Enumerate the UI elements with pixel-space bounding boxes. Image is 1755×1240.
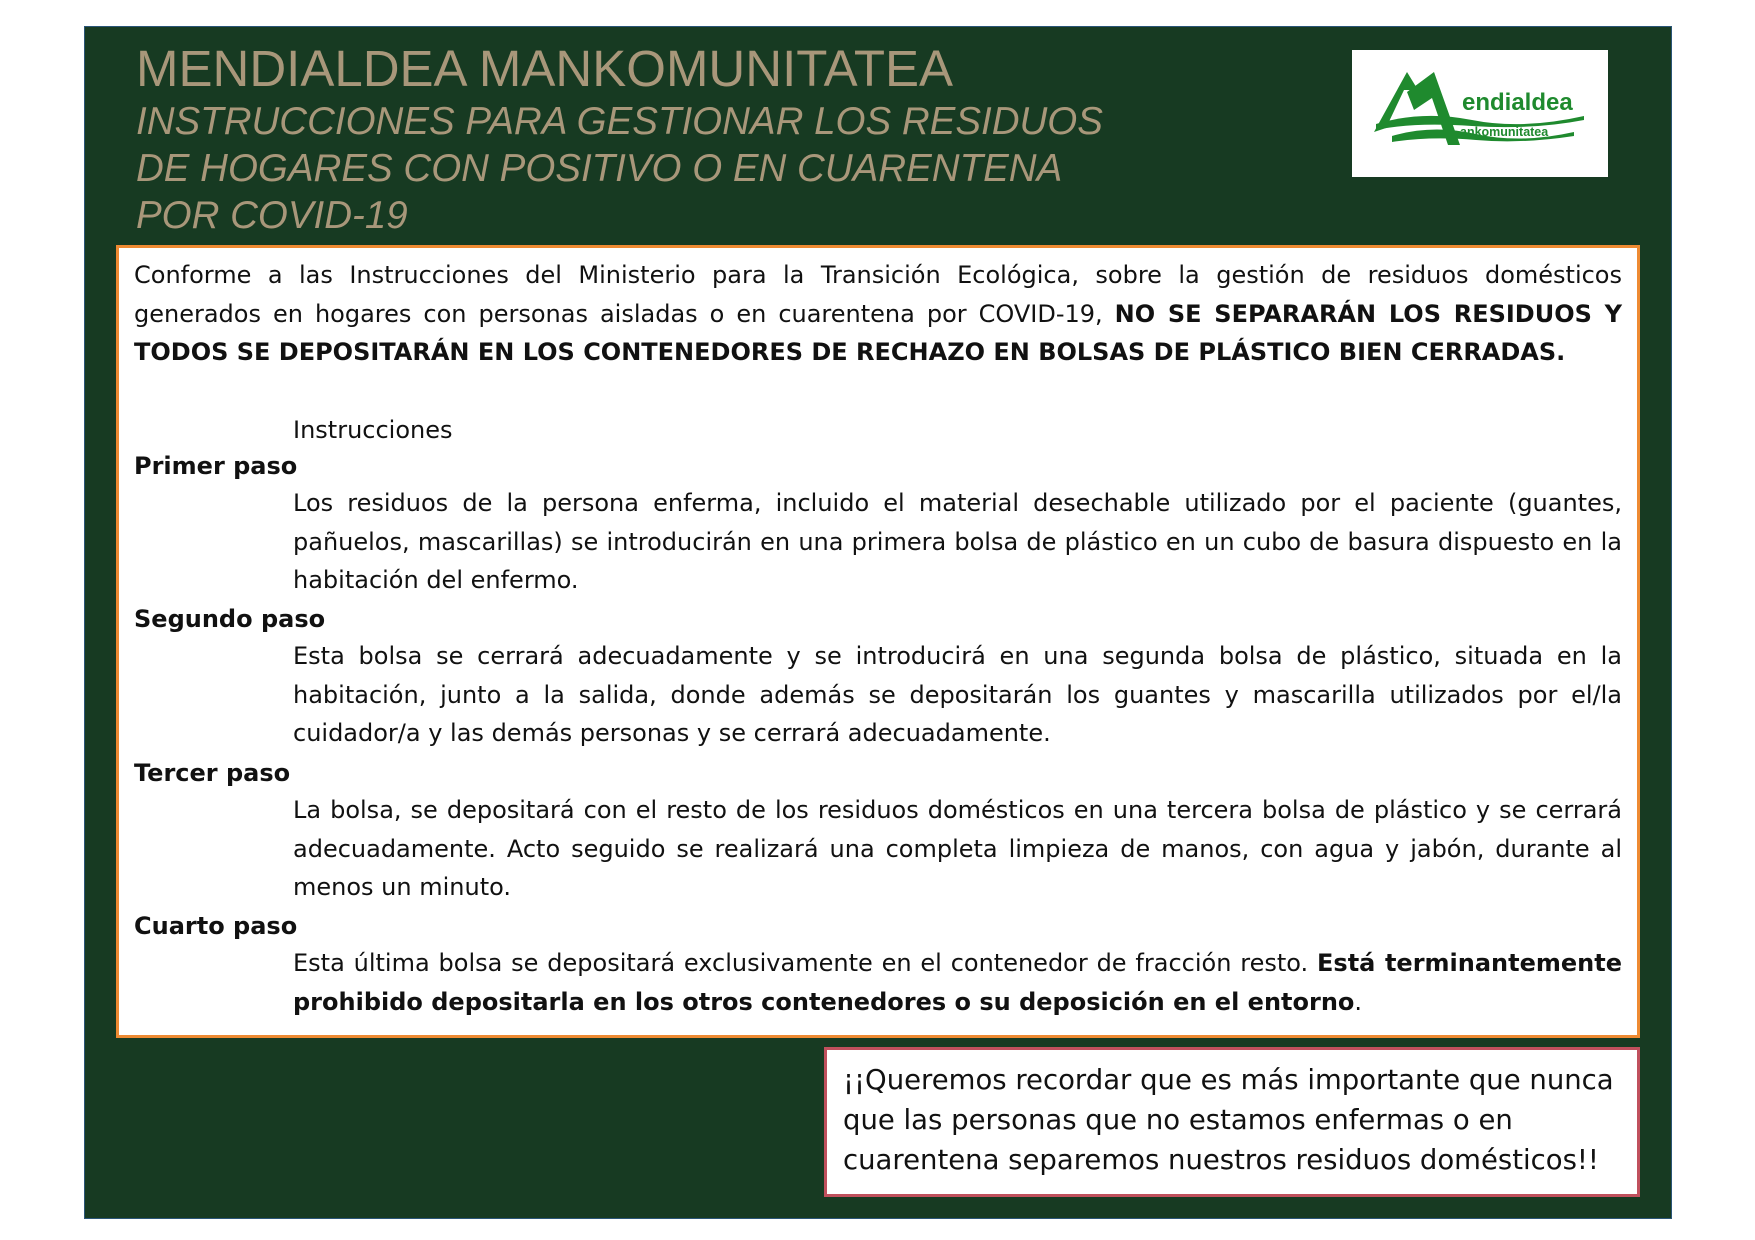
subtitle-line-3: POR COVID-19 [136,194,408,237]
org-name: MENDIALDEA MANKOMUNITATEA [136,40,954,97]
logo-text-bottom: ankomunitatea [1460,125,1549,139]
step-4-title: Cuarto paso [134,912,298,940]
mendialdea-logo-icon [1352,50,1608,177]
step-4-tail: . [1354,987,1363,1016]
instructions-box [116,245,1640,1038]
step-3-title: Tercer paso [134,759,291,787]
step-2-text: Esta bolsa se cerrará adecuadamente y se introducirá en una segunda bolsa de plástico, situada en la habitación, junto a la salida, donde además se depositarán los guantes y mascarilla utilizados por el/la cuidador/a y las demás personas y se cerrará adecuadamente. [293,642,1622,747]
subtitle-line-1: INSTRUCCIONES PARA GESTIONAR LOS RESIDUOS [136,100,1103,143]
logo-text-top: endialdea [1462,89,1573,116]
step-4-text [293,944,1622,1021]
step-3-text: La bolsa, se depositará con el resto de los residuos domésticos en una tercera bolsa de plástico y se cerrará adecuadamente. Acto seguido se realizará una completa limpieza de manos, con agua y jabón, durante al menos un minuto. [293,796,1622,901]
poster-panel [84,26,1672,1219]
step-4-plain: Esta última bolsa se depositará exclusivamente en el contenedor de fracción resto. [293,949,1318,977]
step-1-text: Los residuos de la persona enferma, incluido el material desechable utilizado por el paciente (guantes, pañuelos, mascarillas) se introducirán en una primera bolsa de plástico en un cubo de basura dispuesto en la habitación del enfermo. [293,489,1622,594]
reminder-text: ¡¡Queremos recordar que es más importante que nunca que las personas que no estamos enfermas o en cuarentena separemos nuestros residuos domésticos!! [843,1064,1614,1176]
header [136,40,1166,239]
intro-text: Conforme a las Instrucciones del Ministerio para la Transición Ecológica, sobre la gestión de residuos domésticos generados en hogares con personas aisladas o en cuarentena por COVID-19, [134,261,1622,328]
logo [1352,50,1608,177]
reminder-box [824,1047,1640,1197]
step-2-title: Segundo paso [134,605,326,633]
instructions-label: Instrucciones [293,416,453,444]
step-4-bold: Está terminantemente prohibido depositarla en los otros contenedores o su deposición en el entorno [293,949,1622,1016]
step-1-title: Primer paso [134,452,298,480]
intro-paragraph [134,256,1622,372]
subtitle-line-2: DE HOGARES CON POSITIVO O EN CUARENTENA [136,147,1063,190]
intro-bold-text: NO SE SEPARARÁN LOS RESIDUOS Y TODOS SE DEPOSITARÁN EN LOS CONTENEDORES DE RECHAZO EN BOLSAS DE PLÁSTICO BIEN CERRADAS. [134,299,1622,366]
